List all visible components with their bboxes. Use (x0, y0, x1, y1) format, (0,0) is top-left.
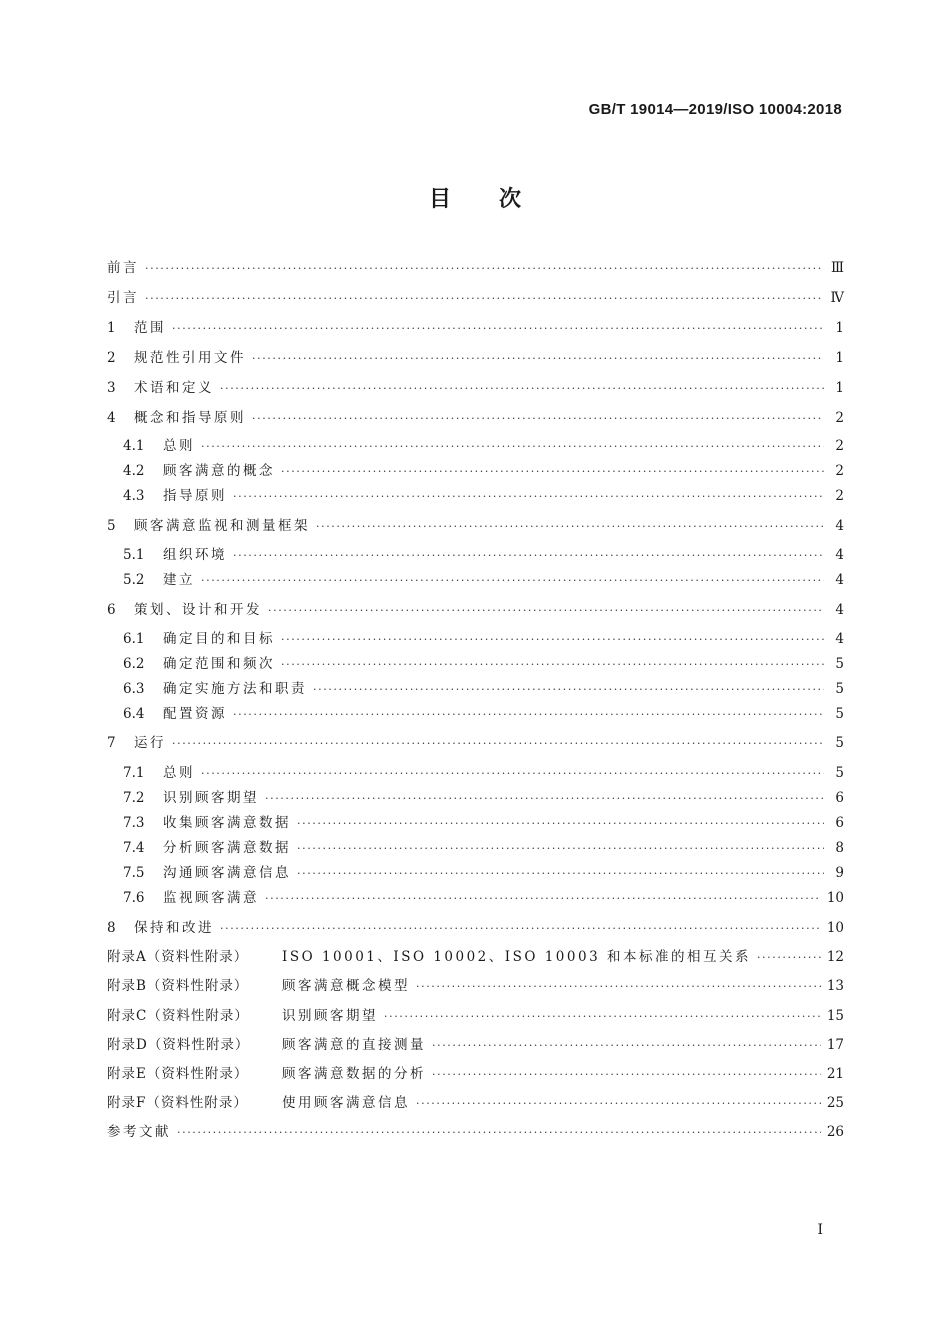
toc-entry-title: 策划、设计和开发 (134, 602, 262, 618)
toc-entry-title: 收集顾客满意数据 (163, 815, 291, 831)
toc-leader-dots (313, 681, 824, 699)
toc-entry-title: 识别顾客期望 (163, 790, 259, 806)
toc-page-number: 4 (835, 518, 844, 534)
toc-page-number: 12 (826, 949, 844, 965)
toc-entry[interactable] (107, 654, 844, 674)
toc-entry-title: 顾客满意数据的分析 (282, 1066, 426, 1082)
toc-entry-label (123, 838, 291, 858)
toc-entry[interactable] (107, 1122, 844, 1142)
toc-entry-number: 4.1 (123, 438, 145, 454)
toc-leader-dots (416, 1095, 821, 1113)
toc-entry-title: 参考文献 (107, 1124, 171, 1140)
toc-entry-number: 8 (107, 920, 116, 936)
toc-annex-label: 附录D（资料性附录） (107, 1037, 250, 1053)
toc-entry[interactable] (107, 763, 844, 783)
toc-page-number: 4 (835, 602, 844, 618)
toc-entry-label (107, 378, 214, 398)
toc-entry-number: 5.1 (123, 547, 145, 563)
toc-page-number: 2 (835, 438, 844, 454)
toc-entry-label (123, 461, 275, 481)
toc-entry[interactable] (107, 1006, 844, 1026)
toc-leader-dots (316, 518, 824, 536)
title-char-1: 目 (428, 187, 451, 212)
toc-entry-number: 6.1 (123, 631, 145, 647)
toc-page-number: 1 (835, 320, 844, 336)
toc-entry-title: 顾客满意监视和测量框架 (134, 518, 310, 534)
toc-page-number: 4 (835, 572, 844, 588)
toc-entry-title: 确定范围和频次 (163, 656, 275, 672)
toc-page-number: 26 (826, 1124, 844, 1140)
toc-entry-label (107, 516, 310, 536)
toc-entry-number: 7 (107, 735, 116, 751)
toc-entry[interactable] (107, 486, 844, 506)
toc-entry[interactable] (107, 629, 844, 649)
toc-page-number: 5 (835, 656, 844, 672)
toc-leader-dots (265, 790, 824, 808)
toc-entry-label (107, 348, 246, 368)
toc-entry-title: 总则 (163, 765, 195, 781)
toc-page-number: 4 (835, 547, 844, 563)
toc-page-number: 15 (826, 1008, 844, 1024)
toc-entry-number: 7.5 (123, 865, 145, 881)
toc-entry-title: 监视顾客满意 (163, 890, 259, 906)
toc-page-number: 2 (835, 463, 844, 479)
toc-entry[interactable] (107, 436, 844, 456)
toc-entry-title: 分析顾客满意数据 (163, 840, 291, 856)
toc-page-number: 4 (835, 631, 844, 647)
toc-leader-dots (233, 547, 824, 565)
toc-entry-title: 总则 (163, 438, 195, 454)
toc-entry[interactable] (107, 600, 844, 620)
toc-entry-label (107, 408, 246, 428)
toc-entry-label (107, 1035, 426, 1055)
toc-entry-number: 5 (107, 518, 116, 534)
toc-page-number: 1 (835, 350, 844, 366)
toc-entry-label (123, 570, 195, 590)
toc-entry[interactable] (107, 1093, 844, 1113)
toc-entry-number: 4 (107, 410, 116, 426)
toc-entry-number: 1 (107, 320, 116, 336)
toc-annex-label: 附录C（资料性附录） (107, 1008, 249, 1024)
toc-entry-number: 4.3 (123, 488, 145, 504)
toc-entry-label (123, 654, 275, 674)
toc-entry-title: 使用顾客满意信息 (282, 1095, 410, 1111)
page-number: Ⅰ (817, 1222, 823, 1238)
toc-entry-title: 顾客满意概念模型 (282, 978, 410, 994)
toc-entry-title: 配置资源 (163, 706, 227, 722)
toc-entry-title: 引言 (107, 290, 139, 306)
toc-page-number: 8 (835, 840, 844, 856)
toc-leader-dots (145, 290, 824, 308)
toc-entry[interactable] (107, 318, 844, 338)
toc-entry-label (123, 888, 259, 908)
toc-entry-number: 6.3 (123, 681, 145, 697)
toc-entry-label (107, 258, 139, 278)
toc-entry-title: 概念和指导原则 (134, 410, 246, 426)
toc-entry[interactable] (107, 1035, 844, 1055)
toc-entry-label (123, 629, 275, 649)
toc-entry[interactable] (107, 1064, 844, 1084)
toc-entry[interactable] (107, 378, 844, 398)
toc-entry-number: 2 (107, 350, 116, 366)
toc-entry[interactable] (107, 348, 844, 368)
toc-entry[interactable] (107, 258, 844, 278)
toc-page-number: 10 (826, 920, 844, 936)
toc-page-number: 25 (826, 1095, 844, 1111)
toc-leader-dots (252, 350, 824, 368)
toc-entry-label (123, 863, 291, 883)
toc-entry-title: 范围 (134, 320, 166, 336)
toc-leader-dots (233, 706, 824, 724)
toc-entry-number: 7.3 (123, 815, 145, 831)
toc-page-number: 6 (835, 790, 844, 806)
toc-entry-label (107, 1093, 410, 1113)
toc-entry-number: 7.4 (123, 840, 145, 856)
toc-entry-label (107, 947, 751, 967)
toc-entry-label (107, 1006, 378, 1026)
toc-entry[interactable] (107, 516, 844, 536)
toc-entry-label (107, 1122, 171, 1142)
toc-entry-number: 6 (107, 602, 116, 618)
toc-entry[interactable] (107, 788, 844, 808)
toc-leader-dots (432, 1037, 821, 1055)
toc-entry[interactable] (107, 733, 844, 753)
toc-entry-label (107, 1064, 426, 1084)
toc-leader-dots (172, 735, 824, 753)
toc-entry-number: 7.6 (123, 890, 145, 906)
toc-entry[interactable] (107, 704, 844, 724)
toc-entry-title: 建立 (163, 572, 195, 588)
toc-leader-dots (757, 949, 821, 967)
toc-entry-title: 确定实施方法和职责 (163, 681, 307, 697)
toc-entry-label (107, 733, 166, 753)
toc-entry[interactable] (107, 679, 844, 699)
toc-entry-label (107, 318, 166, 338)
toc-entry-label (123, 436, 195, 456)
toc-entry-number: 7.2 (123, 790, 145, 806)
toc-entry-title: 顾客满意的概念 (163, 463, 275, 479)
toc-entry-number: 5.2 (123, 572, 145, 588)
toc-entry-title: 保持和改进 (134, 920, 214, 936)
toc-entry[interactable] (107, 918, 844, 938)
toc-page-number: 6 (835, 815, 844, 831)
toc-leader-dots (201, 572, 824, 590)
toc-leader-dots (233, 488, 824, 506)
toc-entry[interactable] (107, 545, 844, 565)
toc-entry[interactable] (107, 408, 844, 428)
page-title (0, 182, 950, 213)
toc-entry-title: 运行 (134, 735, 166, 751)
toc-leader-dots (220, 380, 824, 398)
toc-entry-number: 7.1 (123, 765, 145, 781)
toc-entry[interactable] (107, 838, 844, 858)
toc-leader-dots (201, 765, 824, 783)
toc-leader-dots (281, 656, 824, 674)
toc-entry-label (107, 288, 139, 308)
toc-leader-dots (384, 1008, 821, 1026)
toc-entry-label (123, 704, 227, 724)
toc-entry-label (123, 813, 291, 833)
toc-page-number: 21 (826, 1066, 844, 1082)
toc-leader-dots (145, 260, 824, 278)
toc-entry-label (107, 600, 262, 620)
standard-code: GB/T 19014—2019/ISO 10004:2018 (588, 101, 842, 118)
toc-entry-title: 顾客满意的直接测量 (282, 1037, 426, 1053)
toc-leader-dots (172, 320, 824, 338)
toc-leader-dots (416, 978, 821, 996)
toc-entry-number: 6.2 (123, 656, 145, 672)
toc-leader-dots (297, 865, 824, 883)
toc-leader-dots (252, 410, 824, 428)
toc-entry-label (107, 976, 410, 996)
toc-annex-label: 附录E（资料性附录） (107, 1066, 249, 1082)
toc-entry-label (123, 486, 227, 506)
toc-entry-title: 确定目的和目标 (163, 631, 275, 647)
toc-annex-label: 附录A（资料性附录） (107, 949, 249, 965)
toc-entry-title: 前言 (107, 260, 139, 276)
toc-page-number: 5 (835, 681, 844, 697)
toc-page-number: Ⅲ (830, 260, 844, 276)
toc-leader-dots (281, 463, 824, 481)
toc-entry[interactable] (107, 947, 844, 967)
toc-entry-label (123, 763, 195, 783)
toc-entry-title: 规范性引用文件 (134, 350, 246, 366)
toc-entry-label (107, 918, 214, 938)
toc-entry[interactable] (107, 570, 844, 590)
toc-leader-dots (220, 920, 821, 938)
toc-leader-dots (281, 631, 824, 649)
toc-leader-dots (297, 815, 824, 833)
toc-page-number: 5 (835, 735, 844, 751)
toc-entry-title: 沟通顾客满意信息 (163, 865, 291, 881)
title-char-2: 次 (499, 187, 522, 212)
toc-leader-dots (268, 602, 824, 620)
toc-page-number: 13 (826, 978, 844, 994)
toc-page-number: 10 (826, 890, 844, 906)
toc-entry-number: 6.4 (123, 706, 145, 722)
toc-page-number: 2 (835, 410, 844, 426)
toc-page-number: 1 (835, 380, 844, 396)
toc-entry[interactable] (107, 288, 844, 308)
toc-entry-title: 术语和定义 (134, 380, 214, 396)
toc-entry[interactable] (107, 813, 844, 833)
toc-leader-dots (177, 1124, 821, 1142)
toc-entry-label (123, 788, 259, 808)
toc-annex-label: 附录B（资料性附录） (107, 978, 249, 994)
toc-entry-label (123, 679, 307, 699)
toc-page-number: Ⅳ (830, 290, 844, 306)
toc-leader-dots (297, 840, 824, 858)
toc-entry-title: 识别顾客期望 (282, 1008, 378, 1024)
toc-page-number: 2 (835, 488, 844, 504)
toc-entry-number: 3 (107, 380, 116, 396)
toc-entry-title: 组织环境 (163, 547, 227, 563)
toc-entry[interactable] (107, 888, 844, 908)
toc-page-number: 5 (835, 765, 844, 781)
toc-entry-title: 指导原则 (163, 488, 227, 504)
toc-entry[interactable] (107, 461, 844, 481)
toc-entry[interactable] (107, 863, 844, 883)
toc-page-number: 17 (826, 1037, 844, 1053)
toc-page-number: 9 (835, 865, 844, 881)
toc-annex-label: 附录F（资料性附录） (107, 1095, 248, 1111)
toc-entry-title: ISO 10001、ISO 10002、ISO 10003 和本标准的相互关系 (282, 949, 751, 965)
toc-leader-dots (432, 1066, 821, 1084)
toc-entry[interactable] (107, 976, 844, 996)
toc-leader-dots (201, 438, 824, 456)
toc-page-number: 5 (835, 706, 844, 722)
toc-leader-dots (265, 890, 821, 908)
toc-entry-number: 4.2 (123, 463, 145, 479)
toc-entry-label (123, 545, 227, 565)
